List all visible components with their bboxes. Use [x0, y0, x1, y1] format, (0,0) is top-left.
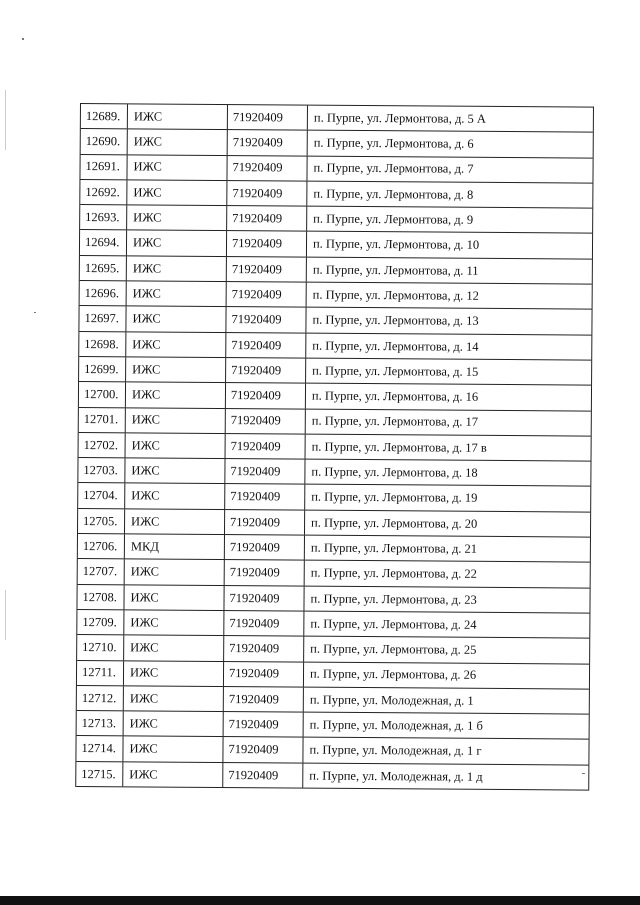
row-number-cell: 12710. — [77, 635, 124, 660]
oktmo-code-cell: 71920409 — [227, 232, 307, 257]
row-number-cell: 12714. — [76, 736, 123, 761]
oktmo-code-cell: 71920409 — [226, 333, 306, 358]
address-cell: п. Пурпе, ул. Лермонтова, д. 11 — [312, 262, 479, 278]
table-row — [80, 256, 592, 285]
building-type-cell: ИЖС — [124, 661, 224, 686]
oktmo-code-cell: 71920409 — [228, 130, 308, 155]
oktmo-code-cell: 71920409 — [225, 535, 305, 560]
row-number-cell: 12692. — [80, 180, 127, 205]
address-cell: п. Пурпе, ул. Лермонтова, д. 22 — [310, 565, 477, 582]
table-row — [79, 382, 591, 411]
address-cell: п. Пурпе, ул. Лермонтова, д. 15 — [312, 363, 479, 379]
oktmo-code-cell: 71920409 — [227, 257, 307, 282]
address-cell: п. Пурпе, ул. Лермонтова, д. 12 — [312, 287, 479, 303]
table-row — [78, 534, 590, 563]
oktmo-code-cell: 71920409 — [224, 662, 304, 687]
oktmo-code-cell: 71920409 — [226, 434, 306, 459]
oktmo-code-cell: 71920409 — [224, 611, 304, 636]
building-type-cell: ИЖС — [124, 711, 224, 736]
table-row — [80, 155, 592, 184]
address-cell: п. Пурпе, ул. Лермонтова, д. 10 — [312, 237, 480, 253]
oktmo-code-cell: 71920409 — [227, 206, 307, 231]
row-number-cell: 12699. — [79, 357, 126, 382]
oktmo-code-cell: 71920409 — [224, 636, 304, 661]
row-number-cell: 12697. — [79, 306, 126, 331]
row-number-cell: 12705. — [78, 509, 125, 534]
building-type-cell: ИЖС — [126, 433, 226, 458]
scan-mark — [5, 90, 6, 150]
address-cell: п. Пурпе, ул. Лермонтова, д. 14 — [312, 338, 479, 354]
address-cell: п. Пурпе, ул. Лермонтова, д. 7 — [313, 161, 474, 177]
address-cell: п. Пурпе, ул. Лермонтова, д. 25 — [310, 641, 477, 657]
row-number-cell: 12706. — [78, 534, 125, 559]
building-type-cell: ИЖС — [124, 636, 224, 661]
address-cell: п. Пурпе, ул. Лермонтова, д. 17 в — [311, 439, 487, 455]
building-type-cell: ИЖС — [128, 130, 228, 155]
address-cell: п. Пурпе, ул. Лермонтова, д. 20 — [311, 515, 478, 531]
address-cell: п. Пурпе, ул. Лермонтова, д. 24 — [310, 616, 477, 632]
building-type-cell: ИЖС — [125, 560, 225, 585]
building-type-cell: ИЖС — [127, 206, 227, 231]
table-row — [77, 711, 589, 740]
address-cell: п. Пурпе, ул. Лермонтова, д. 19 — [311, 489, 478, 506]
oktmo-code-cell: 71920409 — [227, 181, 307, 206]
building-type-cell: ИЖС — [126, 408, 226, 433]
table-row — [78, 509, 590, 538]
oktmo-code-cell: 71920409 — [225, 484, 305, 509]
building-type-cell: ИЖС — [127, 281, 227, 306]
table-row — [79, 408, 591, 437]
table-row — [81, 104, 593, 133]
row-number-cell: 12700. — [79, 382, 126, 407]
oktmo-code-cell: 71920409 — [225, 560, 305, 585]
address-cell: п. Пурпе, ул. Лермонтова, д. 17 — [311, 414, 479, 430]
building-type-cell: ИЖС — [126, 383, 226, 408]
building-type-cell: ИЖС — [125, 484, 225, 509]
address-cell: п. Пурпе, ул. Молодежная, д. 1 д — [309, 768, 483, 784]
oktmo-code-cell: 71920409 — [224, 687, 304, 712]
row-number-cell: 12703. — [78, 458, 125, 483]
row-number-cell: 12694. — [80, 230, 127, 255]
address-cell: п. Пурпе, ул. Лермонтова, д. 21 — [310, 540, 478, 556]
table-row — [77, 585, 589, 614]
building-type-cell: ИЖС — [126, 357, 226, 382]
building-type-cell: МКД — [125, 534, 225, 559]
address-cell: п. Пурпе, ул. Молодежная, д. 1 — [309, 692, 474, 708]
row-number-cell: 12698. — [79, 332, 126, 357]
table-row — [76, 762, 588, 791]
table-row — [77, 610, 589, 639]
table-row — [80, 205, 592, 234]
building-type-cell: ИЖС — [124, 585, 224, 610]
scan-mark — [5, 590, 6, 640]
address-cell: п. Пурпе, ул. Лермонтова, д. 23 — [310, 591, 477, 607]
oktmo-code-cell: 71920409 — [226, 358, 306, 383]
scan-mark — [22, 38, 24, 40]
oktmo-code-cell: 71920409 — [225, 510, 305, 535]
building-type-cell: ИЖС — [127, 231, 227, 256]
address-cell: п. Пурпе, ул. Молодежная, д. 1 г — [309, 742, 482, 759]
addresses-table — [75, 103, 594, 791]
row-number-cell: 12704. — [78, 483, 125, 508]
building-type-cell: ИЖС — [126, 307, 226, 332]
oktmo-code-cell: 71920409 — [227, 156, 307, 181]
row-number-cell: 12707. — [78, 559, 125, 584]
table-row — [80, 281, 592, 310]
address-cell: п. Пурпе, ул. Лермонтова, д. 26 — [309, 667, 477, 683]
address-cell: п. Пурпе, ул. Лермонтова, д. 9 — [313, 211, 474, 227]
row-number-cell: 12712. — [77, 686, 124, 711]
building-type-cell: ИЖС — [127, 180, 227, 205]
table-row — [77, 635, 589, 664]
row-number-cell: 12702. — [79, 433, 126, 458]
building-type-cell: ИЖС — [125, 458, 225, 483]
address-cell: п. Пурпе, ул. Лермонтова, д. 18 — [311, 464, 478, 480]
building-type-cell: ИЖС — [127, 256, 227, 281]
row-number-cell: 12689. — [81, 104, 128, 129]
row-number-cell: 12708. — [77, 585, 124, 610]
table-row — [80, 230, 592, 259]
table-row — [79, 306, 591, 335]
table-row — [80, 180, 592, 209]
address-cell: п. Пурпе, ул. Лермонтова, д. 5 А — [313, 110, 487, 126]
building-type-cell: ИЖС — [128, 104, 228, 129]
table-row — [76, 736, 588, 765]
building-type-cell: ИЖС — [125, 509, 225, 534]
row-number-cell: 12696. — [80, 281, 127, 306]
scan-mark — [34, 312, 36, 313]
table-row — [78, 559, 590, 588]
address-cell: п. Пурпе, ул. Лермонтова, д. 13 — [312, 312, 479, 329]
oktmo-code-cell: 71920409 — [225, 459, 305, 484]
oktmo-code-cell: 71920409 — [226, 409, 306, 434]
table-row — [79, 357, 591, 386]
table-row — [78, 483, 590, 512]
oktmo-code-cell: 71920409 — [223, 763, 303, 788]
building-type-cell: ИЖС — [124, 686, 224, 711]
building-type-cell: ИЖС — [124, 610, 224, 635]
oktmo-code-cell: 71920409 — [226, 307, 306, 332]
oktmo-code-cell: 71920409 — [226, 383, 306, 408]
oktmo-code-cell: 71920409 — [224, 586, 304, 611]
row-number-cell: 12709. — [77, 610, 124, 635]
row-number-cell: 12690. — [81, 129, 128, 154]
table-row — [79, 433, 591, 462]
table-row — [77, 661, 589, 690]
oktmo-code-cell: 71920409 — [227, 282, 307, 307]
address-cell: п. Пурпе, ул. Лермонтова, д. 6 — [313, 135, 474, 151]
oktmo-code-cell: 71920409 — [228, 105, 308, 130]
building-type-cell: ИЖС — [127, 155, 227, 180]
table-row — [77, 686, 589, 715]
row-number-cell: 12713. — [77, 711, 124, 736]
oktmo-code-cell: 71920409 — [223, 737, 303, 762]
table-row — [79, 332, 591, 361]
row-number-cell: 12695. — [80, 256, 127, 281]
row-number-cell: 12701. — [79, 408, 126, 433]
row-number-cell: 12715. — [76, 762, 123, 787]
row-number-cell: 12693. — [80, 205, 127, 230]
table-row — [81, 129, 593, 158]
row-number-cell: 12711. — [77, 661, 124, 686]
address-cell: п. Пурпе, ул. Молодежная, д. 1 б — [309, 717, 484, 733]
scan-bottom-edge — [0, 896, 640, 905]
address-cell: п. Пурпе, ул. Лермонтова, д. 16 — [311, 388, 479, 404]
building-type-cell: ИЖС — [126, 332, 226, 357]
oktmo-code-cell: 71920409 — [224, 712, 304, 737]
address-cell: п. Пурпе, ул. Лермонтова, д. 8 — [313, 186, 474, 202]
row-number-cell: 12691. — [80, 155, 127, 180]
building-type-cell: ИЖС — [123, 737, 223, 762]
table-row — [78, 458, 590, 487]
building-type-cell: ИЖС — [123, 762, 223, 787]
